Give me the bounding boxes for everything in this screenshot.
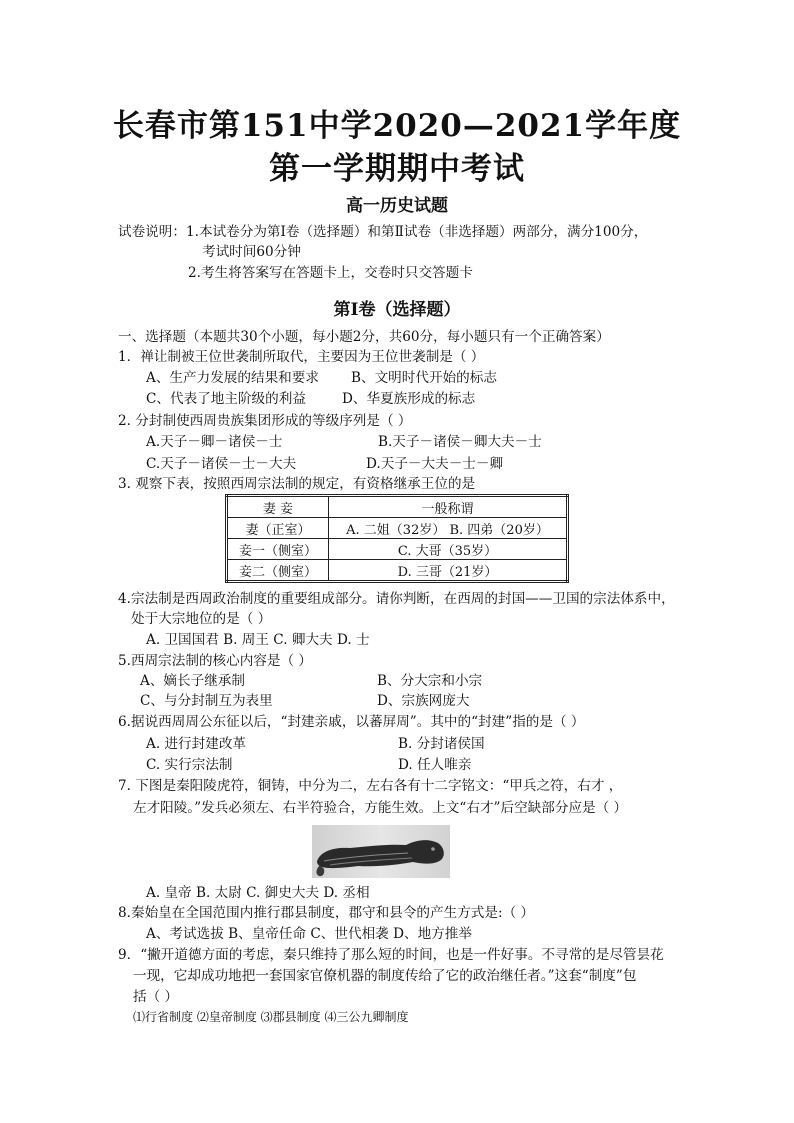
exam-subtitle: 高一历史试题 — [346, 196, 448, 216]
table-row — [227, 539, 568, 560]
section-title: 第Ⅰ卷（选择题） — [333, 300, 461, 320]
q6-option-a: A. 进行封建改革 — [146, 736, 247, 752]
q6-option-d: D. 任人唯亲 — [398, 757, 472, 773]
q1-option-b: B、文明时代开始的标志 — [351, 370, 497, 386]
table-row — [227, 560, 568, 582]
tiger-tally-image — [312, 825, 450, 878]
q7-stem-line1: 7. 下图是秦阳陵虎符，铜铸，中分为二，左右各有十二字铭文：“甲兵之符，右才 ， — [118, 778, 623, 794]
q5-stem: 5.西周宗法制的核心内容是（ ） — [118, 653, 313, 669]
q1-stem: 1．禅让制被王位世袭制所取代，主要因为王位世袭制是（ ） — [118, 349, 485, 365]
table-cell: 妾二（侧室） — [227, 560, 329, 582]
q2-option-a: A.天子－卿－诸侯－士 — [146, 434, 283, 450]
q1-option-c: C、代表了地主阶级的利益 — [146, 391, 306, 407]
q4-stem-line2: 处于大宗地位的是（ ） — [131, 611, 272, 627]
q3-table — [225, 494, 569, 583]
q5-option-c: C、与分封制互为表里 — [140, 693, 273, 709]
instructions-line1: 试卷说明：1.本试卷分为第Ⅰ卷（选择题）和第Ⅱ试卷（非选择题）两部分，满分100分， — [118, 224, 648, 240]
q5-option-a: A、嫡长子继承制 — [140, 673, 245, 689]
q5-option-b: B、分大宗和小宗 — [377, 673, 483, 689]
table-cell: 妻（正室） — [227, 518, 329, 539]
table-cell: A. 二姐（32岁） B. 四弟（20岁） — [329, 518, 568, 539]
table-cell: 妾一（侧室） — [227, 539, 329, 560]
q8-stem: 8.秦始皇在全国范围内推行郡县制度，郡守和县令的产生方式是:（ ） — [118, 905, 535, 921]
q9-stem-line2: 一现，它却成功地把一套国家官僚机器的制度传给了它的政治继任者。”这套“制度”包 — [133, 968, 637, 984]
section-intro: 一、选择题（本题共30个小题，每小题2分，共60分，每小题只有一个正确答案） — [118, 329, 610, 345]
table-row — [227, 518, 568, 539]
instructions-line2: 考试时间60分钟 — [202, 244, 301, 260]
table-cell: C. 大哥（35岁） — [329, 539, 568, 560]
table-header-cell: 妻 妾 — [227, 496, 329, 518]
q7-stem-line2: 左才阳陵。”发兵必须左、右半符验合，方能生效。上文“右才”后空缺部分应是（ ） — [133, 800, 628, 816]
tiger-tally-icon — [312, 825, 450, 878]
q2-stem: 2. 分封制使西周贵族集团形成的等级序列是（ ） — [118, 413, 412, 429]
q9-items: ⑴行省制度 ⑵皇帝制度 ⑶郡县制度 ⑷三公九卿制度 — [133, 1010, 409, 1024]
q6-stem: 6.据说西周周公东征以后，“封建亲戚，以蕃屏周”。其中的“封建”指的是（ ） — [118, 714, 585, 730]
q5-option-d: D、宗族网庞大 — [377, 693, 470, 709]
q8-options: A、考试选拔 B、皇帝任命 C、世代相袭 D、地方推举 — [146, 926, 472, 942]
q4-stem-line1: 4.宗法制是西周政治制度的重要组成部分。请你判断，在西周的封国——卫国的宗法体系中， — [118, 591, 675, 607]
q3-stem: 3. 观察下表，按照西周宗法制的规定，有资格继承王位的是 — [118, 476, 476, 492]
table-header-cell: 一般称谓 — [329, 496, 568, 518]
q1-option-d: D、华夏族形成的标志 — [342, 391, 476, 407]
table-row — [227, 496, 568, 518]
exam-title-line2: 第一学期期中考试 — [269, 151, 525, 187]
instructions-line3: 2.考生将答案写在答题卡上，交卷时只交答题卡 — [188, 265, 473, 281]
q9-stem-line3: 括（ ） — [133, 989, 179, 1005]
table-cell: D. 三哥（21岁） — [329, 560, 568, 582]
q2-option-d: D.天子－大夫－士－卿 — [366, 456, 504, 472]
q7-options: A. 皇帝 B. 太尉 C. 御史大夫 D. 丞相 — [146, 885, 370, 901]
q2-option-b: B.天子－诸侯－卿大夫－士 — [378, 434, 542, 450]
q1-option-a: A、生产力发展的结果和要求 — [146, 370, 319, 386]
exam-title-line1: 长春市第151中学2020—2021学年度 — [112, 108, 682, 144]
q2-option-c: C.天子－诸侯－士－大夫 — [146, 456, 297, 472]
q6-option-c: C. 实行宗法制 — [146, 757, 233, 773]
q9-stem-line1: 9．“撇开道德方面的考虑，秦只维持了那么短的时间，也是一件好事。不寻常的是尽管昙花 — [118, 947, 664, 963]
q6-option-b: B. 分封诸侯国 — [398, 736, 485, 752]
q4-options: A. 卫国国君 B. 周王 C. 卿大夫 D. 士 — [146, 632, 370, 648]
